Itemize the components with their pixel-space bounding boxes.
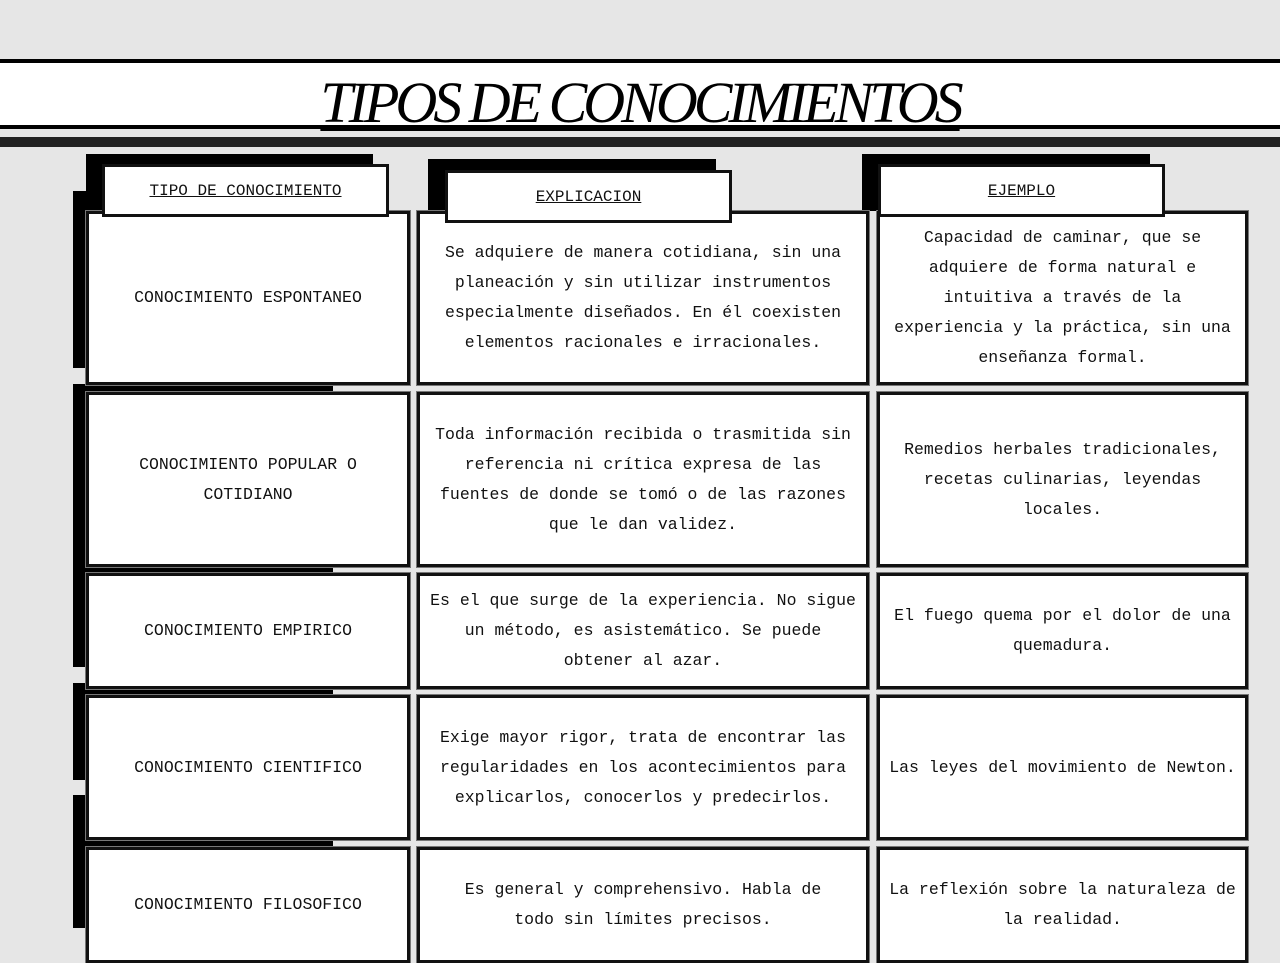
cell-ejemplo: Capacidad de caminar, que se adquiere de forma natural e intuitiva a través de la experiencia y la práctica, sin una enseñanza formal. [877,211,1248,385]
title-banner [0,59,1280,135]
cell-explicacion: Toda información recibida o trasmitida sin referencia ni crítica expresa de las fuentes de donde se tomó o de las razones que le dan validez. [417,392,869,567]
header-tipo: TIPO DE CONOCIMIENTO [102,164,389,217]
cell-explicacion: Es el que surge de la experiencia. No sigue un método, es asistemático. Se puede obtener al azar. [417,573,869,689]
cell-tipo: CONOCIMIENTO CIENTIFICO [86,695,410,840]
cell-explicacion: Es general y comprehensivo. Habla de todo sin límites precisos. [417,847,869,963]
cell-tipo: CONOCIMIENTO POPULAR O COTIDIANO [86,392,410,567]
page-title: TIPOS DE CONOCIMIENTOS [320,70,960,135]
header-ejemplo: EJEMPLO [878,164,1165,217]
cell-ejemplo: Remedios herbales tradicionales, recetas culinarias, leyendas locales. [877,392,1248,567]
row-shadow [73,683,87,780]
row-shadow [73,384,333,392]
row-shadow [73,839,333,847]
cell-ejemplo: La reflexión sobre la naturaleza de la realidad. [877,847,1248,963]
row-shadow [73,384,87,550]
row-shadow [73,795,87,928]
cell-explicacion: Exige mayor rigor, trata de encontrar las regularidades en los acontecimientos para explicarlos, conocerlos y predecirlos. [417,695,869,840]
divider-bar [0,137,1280,147]
cell-ejemplo: Las leyes del movimiento de Newton. [877,695,1248,840]
row-shadow [73,191,87,368]
cell-ejemplo: El fuego quema por el dolor de una quemadura. [877,573,1248,689]
cell-tipo: CONOCIMIENTO ESPONTANEO [86,211,410,385]
header-explicacion: EXPLICACION [445,170,732,223]
cell-explicacion: Se adquiere de manera cotidiana, sin una planeación y sin utilizar instrumentos especialmente diseñados. En él coexisten elementos racionales e irracionales. [417,211,869,385]
cell-tipo: CONOCIMIENTO FILOSOFICO [86,847,410,963]
cell-tipo: CONOCIMIENTO EMPIRICO [86,573,410,689]
row-shadow [73,533,87,667]
